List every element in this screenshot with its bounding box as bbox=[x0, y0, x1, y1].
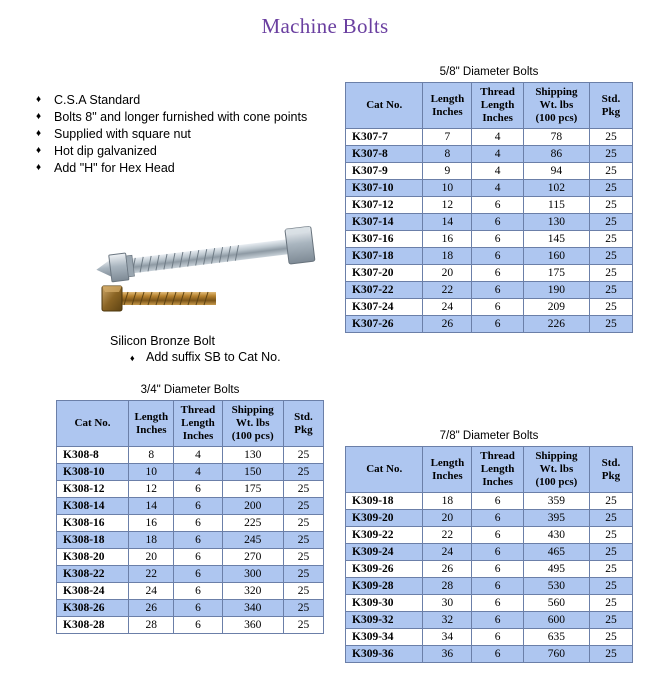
column-header-thread-length bbox=[174, 401, 222, 447]
column-header-length-line2: Inches bbox=[432, 105, 463, 118]
cell-shipping: 635 bbox=[523, 629, 589, 646]
cell-pkg: 25 bbox=[589, 180, 632, 197]
cell-length: 12 bbox=[423, 197, 472, 214]
list-item-label: Bolts 8" and longer furnished with cone points bbox=[54, 110, 308, 124]
cell-shipping: 359 bbox=[523, 493, 589, 510]
cell-shipping: 86 bbox=[523, 146, 589, 163]
column-header-thread-line2: Length bbox=[181, 417, 215, 429]
cell-shipping: 495 bbox=[523, 561, 589, 578]
table-row bbox=[346, 214, 633, 231]
cell-cat-no: K307-26 bbox=[346, 316, 423, 333]
list-item-label: Add "H" for Hex Head bbox=[54, 161, 175, 175]
cell-length: 22 bbox=[129, 566, 174, 583]
cell-shipping: 760 bbox=[523, 646, 589, 663]
table-header-row bbox=[57, 401, 324, 447]
cell-thread: 6 bbox=[472, 510, 524, 527]
column-header-shipping-line2: Wt. lbs bbox=[539, 99, 574, 111]
cell-thread: 6 bbox=[472, 612, 524, 629]
diamond-bullet-icon: ♦ bbox=[36, 145, 42, 156]
column-header-thread-line3: Inches bbox=[482, 112, 513, 124]
cell-pkg: 25 bbox=[589, 527, 632, 544]
silicon-bronze-note-label: Add suffix SB to Cat No. bbox=[146, 350, 281, 364]
cell-length: 16 bbox=[423, 231, 472, 248]
table-row bbox=[346, 561, 633, 578]
column-header-cat-no: Cat No. bbox=[346, 83, 423, 129]
cell-length: 20 bbox=[129, 549, 174, 566]
cell-thread: 4 bbox=[472, 129, 524, 146]
cell-pkg: 25 bbox=[283, 566, 323, 583]
table-row bbox=[346, 316, 633, 333]
cell-cat-no: K309-28 bbox=[346, 578, 423, 595]
cell-shipping: 78 bbox=[523, 129, 589, 146]
column-header-shipping-line1: Shipping bbox=[535, 450, 578, 462]
cell-thread: 6 bbox=[472, 561, 524, 578]
cell-shipping: 130 bbox=[222, 447, 283, 464]
cell-thread: 6 bbox=[472, 214, 524, 231]
table-row bbox=[57, 481, 324, 498]
cell-cat-no: K307-8 bbox=[346, 146, 423, 163]
table-caption: 3/4" Diameter Bolts bbox=[140, 384, 240, 396]
cell-length: 18 bbox=[423, 248, 472, 265]
cell-cat-no: K307-9 bbox=[346, 163, 423, 180]
cell-thread: 6 bbox=[174, 498, 222, 515]
cell-thread: 6 bbox=[174, 617, 222, 634]
cell-pkg: 25 bbox=[283, 600, 323, 617]
cell-pkg: 25 bbox=[283, 447, 323, 464]
cell-length: 36 bbox=[423, 646, 472, 663]
cell-length: 32 bbox=[423, 612, 472, 629]
cell-pkg: 25 bbox=[589, 595, 632, 612]
cell-pkg: 25 bbox=[589, 510, 632, 527]
bolt-table-three-quarters bbox=[56, 400, 324, 634]
cell-shipping: 560 bbox=[523, 595, 589, 612]
cell-cat-no: K308-28 bbox=[57, 617, 129, 634]
cell-cat-no: K309-24 bbox=[346, 544, 423, 561]
column-header-length-line1: Length bbox=[430, 92, 465, 105]
list-item bbox=[36, 143, 336, 159]
cell-cat-no: K307-14 bbox=[346, 214, 423, 231]
cell-cat-no: K308-26 bbox=[57, 600, 129, 617]
table-row bbox=[346, 180, 633, 197]
cell-shipping: 145 bbox=[523, 231, 589, 248]
column-header-thread-line2: Length bbox=[480, 463, 515, 475]
cell-pkg: 25 bbox=[283, 464, 323, 481]
cell-cat-no: K309-32 bbox=[346, 612, 423, 629]
column-header-thread-line1: Thread bbox=[480, 450, 515, 462]
table-row bbox=[57, 447, 324, 464]
cell-shipping: 115 bbox=[523, 197, 589, 214]
cell-cat-no: K308-22 bbox=[57, 566, 129, 583]
cell-thread: 6 bbox=[174, 481, 222, 498]
table-row bbox=[346, 299, 633, 316]
cell-shipping: 245 bbox=[222, 532, 283, 549]
cell-shipping: 102 bbox=[523, 180, 589, 197]
table-block-five-eighths bbox=[345, 66, 633, 333]
cell-thread: 4 bbox=[472, 146, 524, 163]
column-header-shipping-weight bbox=[523, 447, 589, 493]
column-header-thread-length bbox=[472, 83, 524, 129]
cell-cat-no: K308-10 bbox=[57, 464, 129, 481]
table-row bbox=[346, 544, 633, 561]
cell-shipping: 150 bbox=[222, 464, 283, 481]
cell-length: 14 bbox=[129, 498, 174, 515]
cell-length: 8 bbox=[129, 447, 174, 464]
diamond-bullet-icon: ♦ bbox=[36, 128, 42, 139]
cell-cat-no: K308-20 bbox=[57, 549, 129, 566]
cell-length: 26 bbox=[423, 561, 472, 578]
cell-cat-no: K309-20 bbox=[346, 510, 423, 527]
cell-cat-no: K309-26 bbox=[346, 561, 423, 578]
table-row bbox=[346, 493, 633, 510]
cell-pkg: 25 bbox=[589, 197, 632, 214]
table-caption: 5/8" Diameter Bolts bbox=[439, 66, 539, 78]
table-header-row bbox=[346, 83, 633, 129]
cell-shipping: 225 bbox=[222, 515, 283, 532]
column-header-thread-length bbox=[472, 447, 524, 493]
cell-length: 26 bbox=[423, 316, 472, 333]
cell-length: 24 bbox=[129, 583, 174, 600]
cell-shipping: 160 bbox=[523, 248, 589, 265]
cell-shipping: 200 bbox=[222, 498, 283, 515]
column-header-shipping-weight bbox=[523, 83, 589, 129]
table-row bbox=[57, 498, 324, 515]
cell-pkg: 25 bbox=[589, 578, 632, 595]
cell-length: 28 bbox=[423, 578, 472, 595]
column-header-shipping-line2: Wt. lbs bbox=[235, 417, 270, 429]
column-header-shipping-line1: Shipping bbox=[231, 404, 274, 416]
column-header-shipping-line3: (100 pcs) bbox=[231, 430, 274, 442]
cell-thread: 6 bbox=[472, 578, 524, 595]
cell-thread: 6 bbox=[472, 282, 524, 299]
cell-thread: 6 bbox=[472, 646, 524, 663]
cell-thread: 6 bbox=[472, 316, 524, 333]
table-row bbox=[57, 583, 324, 600]
cell-pkg: 25 bbox=[589, 214, 632, 231]
cell-shipping: 130 bbox=[523, 214, 589, 231]
table-row bbox=[346, 248, 633, 265]
cell-length: 30 bbox=[423, 595, 472, 612]
table-row bbox=[346, 129, 633, 146]
diamond-bullet-icon: ♦ bbox=[36, 94, 42, 105]
column-header-thread-line3: Inches bbox=[182, 430, 214, 442]
cell-length: 22 bbox=[423, 282, 472, 299]
cell-pkg: 25 bbox=[589, 493, 632, 510]
cell-shipping: 270 bbox=[222, 549, 283, 566]
list-item-label: Hot dip galvanized bbox=[54, 144, 157, 158]
column-header-length bbox=[423, 83, 472, 129]
column-header-shipping-line3: (100 pcs) bbox=[535, 476, 578, 488]
cell-shipping: 320 bbox=[222, 583, 283, 600]
table-row bbox=[346, 646, 633, 663]
cell-cat-no: K309-34 bbox=[346, 629, 423, 646]
cell-length: 16 bbox=[129, 515, 174, 532]
cell-thread: 6 bbox=[472, 527, 524, 544]
column-header-cat-no: Cat No. bbox=[57, 401, 129, 447]
table-row bbox=[346, 146, 633, 163]
table-row bbox=[346, 163, 633, 180]
cell-cat-no: K309-36 bbox=[346, 646, 423, 663]
column-header-thread-line2: Length bbox=[480, 99, 515, 111]
cell-shipping: 190 bbox=[523, 282, 589, 299]
cell-cat-no: K307-18 bbox=[346, 248, 423, 265]
cell-shipping: 360 bbox=[222, 617, 283, 634]
cell-shipping: 340 bbox=[222, 600, 283, 617]
cell-pkg: 25 bbox=[283, 515, 323, 532]
cell-length: 14 bbox=[423, 214, 472, 231]
cell-thread: 6 bbox=[174, 600, 222, 617]
list-item-label: C.S.A Standard bbox=[54, 93, 141, 107]
cell-length: 26 bbox=[129, 600, 174, 617]
cell-pkg: 25 bbox=[589, 612, 632, 629]
cell-shipping: 94 bbox=[523, 163, 589, 180]
table-row bbox=[57, 600, 324, 617]
column-header-length bbox=[423, 447, 472, 493]
cell-length: 18 bbox=[423, 493, 472, 510]
table-row bbox=[346, 282, 633, 299]
diamond-bullet-icon: ♦ bbox=[36, 111, 42, 122]
cell-thread: 6 bbox=[472, 265, 524, 282]
cell-length: 20 bbox=[423, 510, 472, 527]
cell-pkg: 25 bbox=[283, 583, 323, 600]
bolt-table-seven-eighths bbox=[345, 446, 633, 663]
cell-pkg: 25 bbox=[589, 316, 632, 333]
column-header-thread-line1: Thread bbox=[480, 86, 515, 98]
cell-cat-no: K307-22 bbox=[346, 282, 423, 299]
cell-thread: 6 bbox=[472, 493, 524, 510]
cell-thread: 6 bbox=[472, 544, 524, 561]
cell-thread: 6 bbox=[174, 515, 222, 532]
column-header-length bbox=[129, 401, 174, 447]
cell-length: 12 bbox=[129, 481, 174, 498]
cell-length: 10 bbox=[423, 180, 472, 197]
cell-cat-no: K307-12 bbox=[346, 197, 423, 214]
cell-pkg: 25 bbox=[589, 146, 632, 163]
feature-bullet-list bbox=[36, 92, 336, 177]
cell-pkg: 25 bbox=[589, 561, 632, 578]
list-item bbox=[36, 92, 336, 108]
cell-cat-no: K308-12 bbox=[57, 481, 129, 498]
table-row bbox=[57, 549, 324, 566]
cell-shipping: 395 bbox=[523, 510, 589, 527]
table-caption: 7/8" Diameter Bolts bbox=[439, 430, 539, 442]
diamond-bullet-icon: ♦ bbox=[36, 162, 42, 173]
cell-pkg: 25 bbox=[589, 163, 632, 180]
list-item bbox=[36, 126, 336, 142]
cell-pkg: 25 bbox=[589, 265, 632, 282]
cell-shipping: 600 bbox=[523, 612, 589, 629]
column-header-std-pkg: Std. Pkg bbox=[589, 83, 632, 129]
cell-pkg: 25 bbox=[589, 282, 632, 299]
table-row bbox=[346, 578, 633, 595]
list-item bbox=[36, 160, 336, 176]
cell-shipping: 175 bbox=[222, 481, 283, 498]
cell-pkg: 25 bbox=[283, 549, 323, 566]
cell-thread: 6 bbox=[174, 566, 222, 583]
cell-cat-no: K307-16 bbox=[346, 231, 423, 248]
table-row bbox=[346, 231, 633, 248]
column-header-length-line2: Inches bbox=[432, 469, 463, 482]
cell-thread: 6 bbox=[174, 549, 222, 566]
cell-cat-no: K309-30 bbox=[346, 595, 423, 612]
list-item bbox=[36, 109, 336, 125]
cell-pkg: 25 bbox=[283, 498, 323, 515]
cell-cat-no: K308-14 bbox=[57, 498, 129, 515]
cell-shipping: 430 bbox=[523, 527, 589, 544]
column-header-std-pkg: Std. Pkg bbox=[589, 447, 632, 493]
cell-length: 18 bbox=[129, 532, 174, 549]
cell-thread: 6 bbox=[472, 629, 524, 646]
cell-thread: 6 bbox=[472, 595, 524, 612]
cell-pkg: 25 bbox=[589, 248, 632, 265]
cell-cat-no: K307-20 bbox=[346, 265, 423, 282]
table-row bbox=[346, 527, 633, 544]
cell-pkg: 25 bbox=[589, 231, 632, 248]
cell-shipping: 530 bbox=[523, 578, 589, 595]
cell-thread: 4 bbox=[472, 180, 524, 197]
table-row bbox=[57, 617, 324, 634]
cell-thread: 6 bbox=[472, 248, 524, 265]
cell-pkg: 25 bbox=[283, 481, 323, 498]
table-row bbox=[346, 265, 633, 282]
table-row bbox=[57, 532, 324, 549]
cell-thread: 6 bbox=[174, 583, 222, 600]
column-header-shipping-line2: Wt. lbs bbox=[539, 463, 574, 475]
cell-thread: 6 bbox=[472, 197, 524, 214]
cell-thread: 4 bbox=[472, 163, 524, 180]
machine-bolt-illustration bbox=[60, 190, 340, 330]
table-row bbox=[346, 595, 633, 612]
cell-shipping: 175 bbox=[523, 265, 589, 282]
cell-pkg: 25 bbox=[589, 629, 632, 646]
cell-length: 20 bbox=[423, 265, 472, 282]
page-title: Machine Bolts bbox=[261, 14, 389, 38]
table-row bbox=[346, 612, 633, 629]
list-item-label: Supplied with square nut bbox=[54, 127, 191, 141]
silicon-bronze-note bbox=[130, 350, 281, 366]
column-header-thread-line3: Inches bbox=[482, 476, 513, 488]
cell-cat-no: K308-8 bbox=[57, 447, 129, 464]
column-header-length-line2: Inches bbox=[135, 423, 167, 436]
cell-shipping: 300 bbox=[222, 566, 283, 583]
column-header-thread-line1: Thread bbox=[180, 404, 216, 416]
column-header-shipping-line3: (100 pcs) bbox=[535, 112, 578, 124]
column-header-shipping-weight bbox=[222, 401, 283, 447]
diamond-bullet-icon: ♦ bbox=[130, 353, 135, 363]
cell-cat-no: K308-18 bbox=[57, 532, 129, 549]
cell-thread: 4 bbox=[174, 447, 222, 464]
table-row bbox=[57, 464, 324, 481]
cell-length: 34 bbox=[423, 629, 472, 646]
cell-pkg: 25 bbox=[283, 532, 323, 549]
cell-length: 9 bbox=[423, 163, 472, 180]
table-header-row bbox=[346, 447, 633, 493]
column-header-std-pkg: Std. Pkg bbox=[283, 401, 323, 447]
table-row bbox=[346, 197, 633, 214]
table-row bbox=[346, 510, 633, 527]
cell-length: 8 bbox=[423, 146, 472, 163]
cell-length: 22 bbox=[423, 527, 472, 544]
column-header-length-line1: Length bbox=[430, 456, 465, 469]
cell-cat-no: K308-16 bbox=[57, 515, 129, 532]
cell-cat-no: K309-18 bbox=[346, 493, 423, 510]
table-row bbox=[346, 629, 633, 646]
cell-cat-no: K307-24 bbox=[346, 299, 423, 316]
silicon-bronze-caption: Silicon Bronze Bolt bbox=[110, 334, 215, 348]
cell-cat-no: K309-22 bbox=[346, 527, 423, 544]
cell-thread: 6 bbox=[472, 231, 524, 248]
table-block-seven-eighths bbox=[345, 430, 633, 663]
cell-cat-no: K307-10 bbox=[346, 180, 423, 197]
table-block-three-quarters bbox=[56, 384, 324, 634]
cell-length: 10 bbox=[129, 464, 174, 481]
cell-shipping: 209 bbox=[523, 299, 589, 316]
column-header-shipping-line1: Shipping bbox=[535, 86, 578, 98]
table-row bbox=[57, 566, 324, 583]
cell-thread: 4 bbox=[174, 464, 222, 481]
cell-length: 28 bbox=[129, 617, 174, 634]
column-header-cat-no: Cat No. bbox=[346, 447, 423, 493]
cell-length: 7 bbox=[423, 129, 472, 146]
cell-pkg: 25 bbox=[589, 646, 632, 663]
cell-shipping: 226 bbox=[523, 316, 589, 333]
cell-pkg: 25 bbox=[589, 299, 632, 316]
cell-shipping: 465 bbox=[523, 544, 589, 561]
cell-pkg: 25 bbox=[589, 129, 632, 146]
cell-cat-no: K308-24 bbox=[57, 583, 129, 600]
cell-thread: 6 bbox=[174, 532, 222, 549]
table-row bbox=[57, 515, 324, 532]
column-header-length-line1: Length bbox=[134, 410, 169, 423]
cell-thread: 6 bbox=[472, 299, 524, 316]
cell-cat-no: K307-7 bbox=[346, 129, 423, 146]
cell-length: 24 bbox=[423, 299, 472, 316]
bolt-table-five-eighths bbox=[345, 82, 633, 333]
cell-length: 24 bbox=[423, 544, 472, 561]
cell-pkg: 25 bbox=[283, 617, 323, 634]
cell-pkg: 25 bbox=[589, 544, 632, 561]
